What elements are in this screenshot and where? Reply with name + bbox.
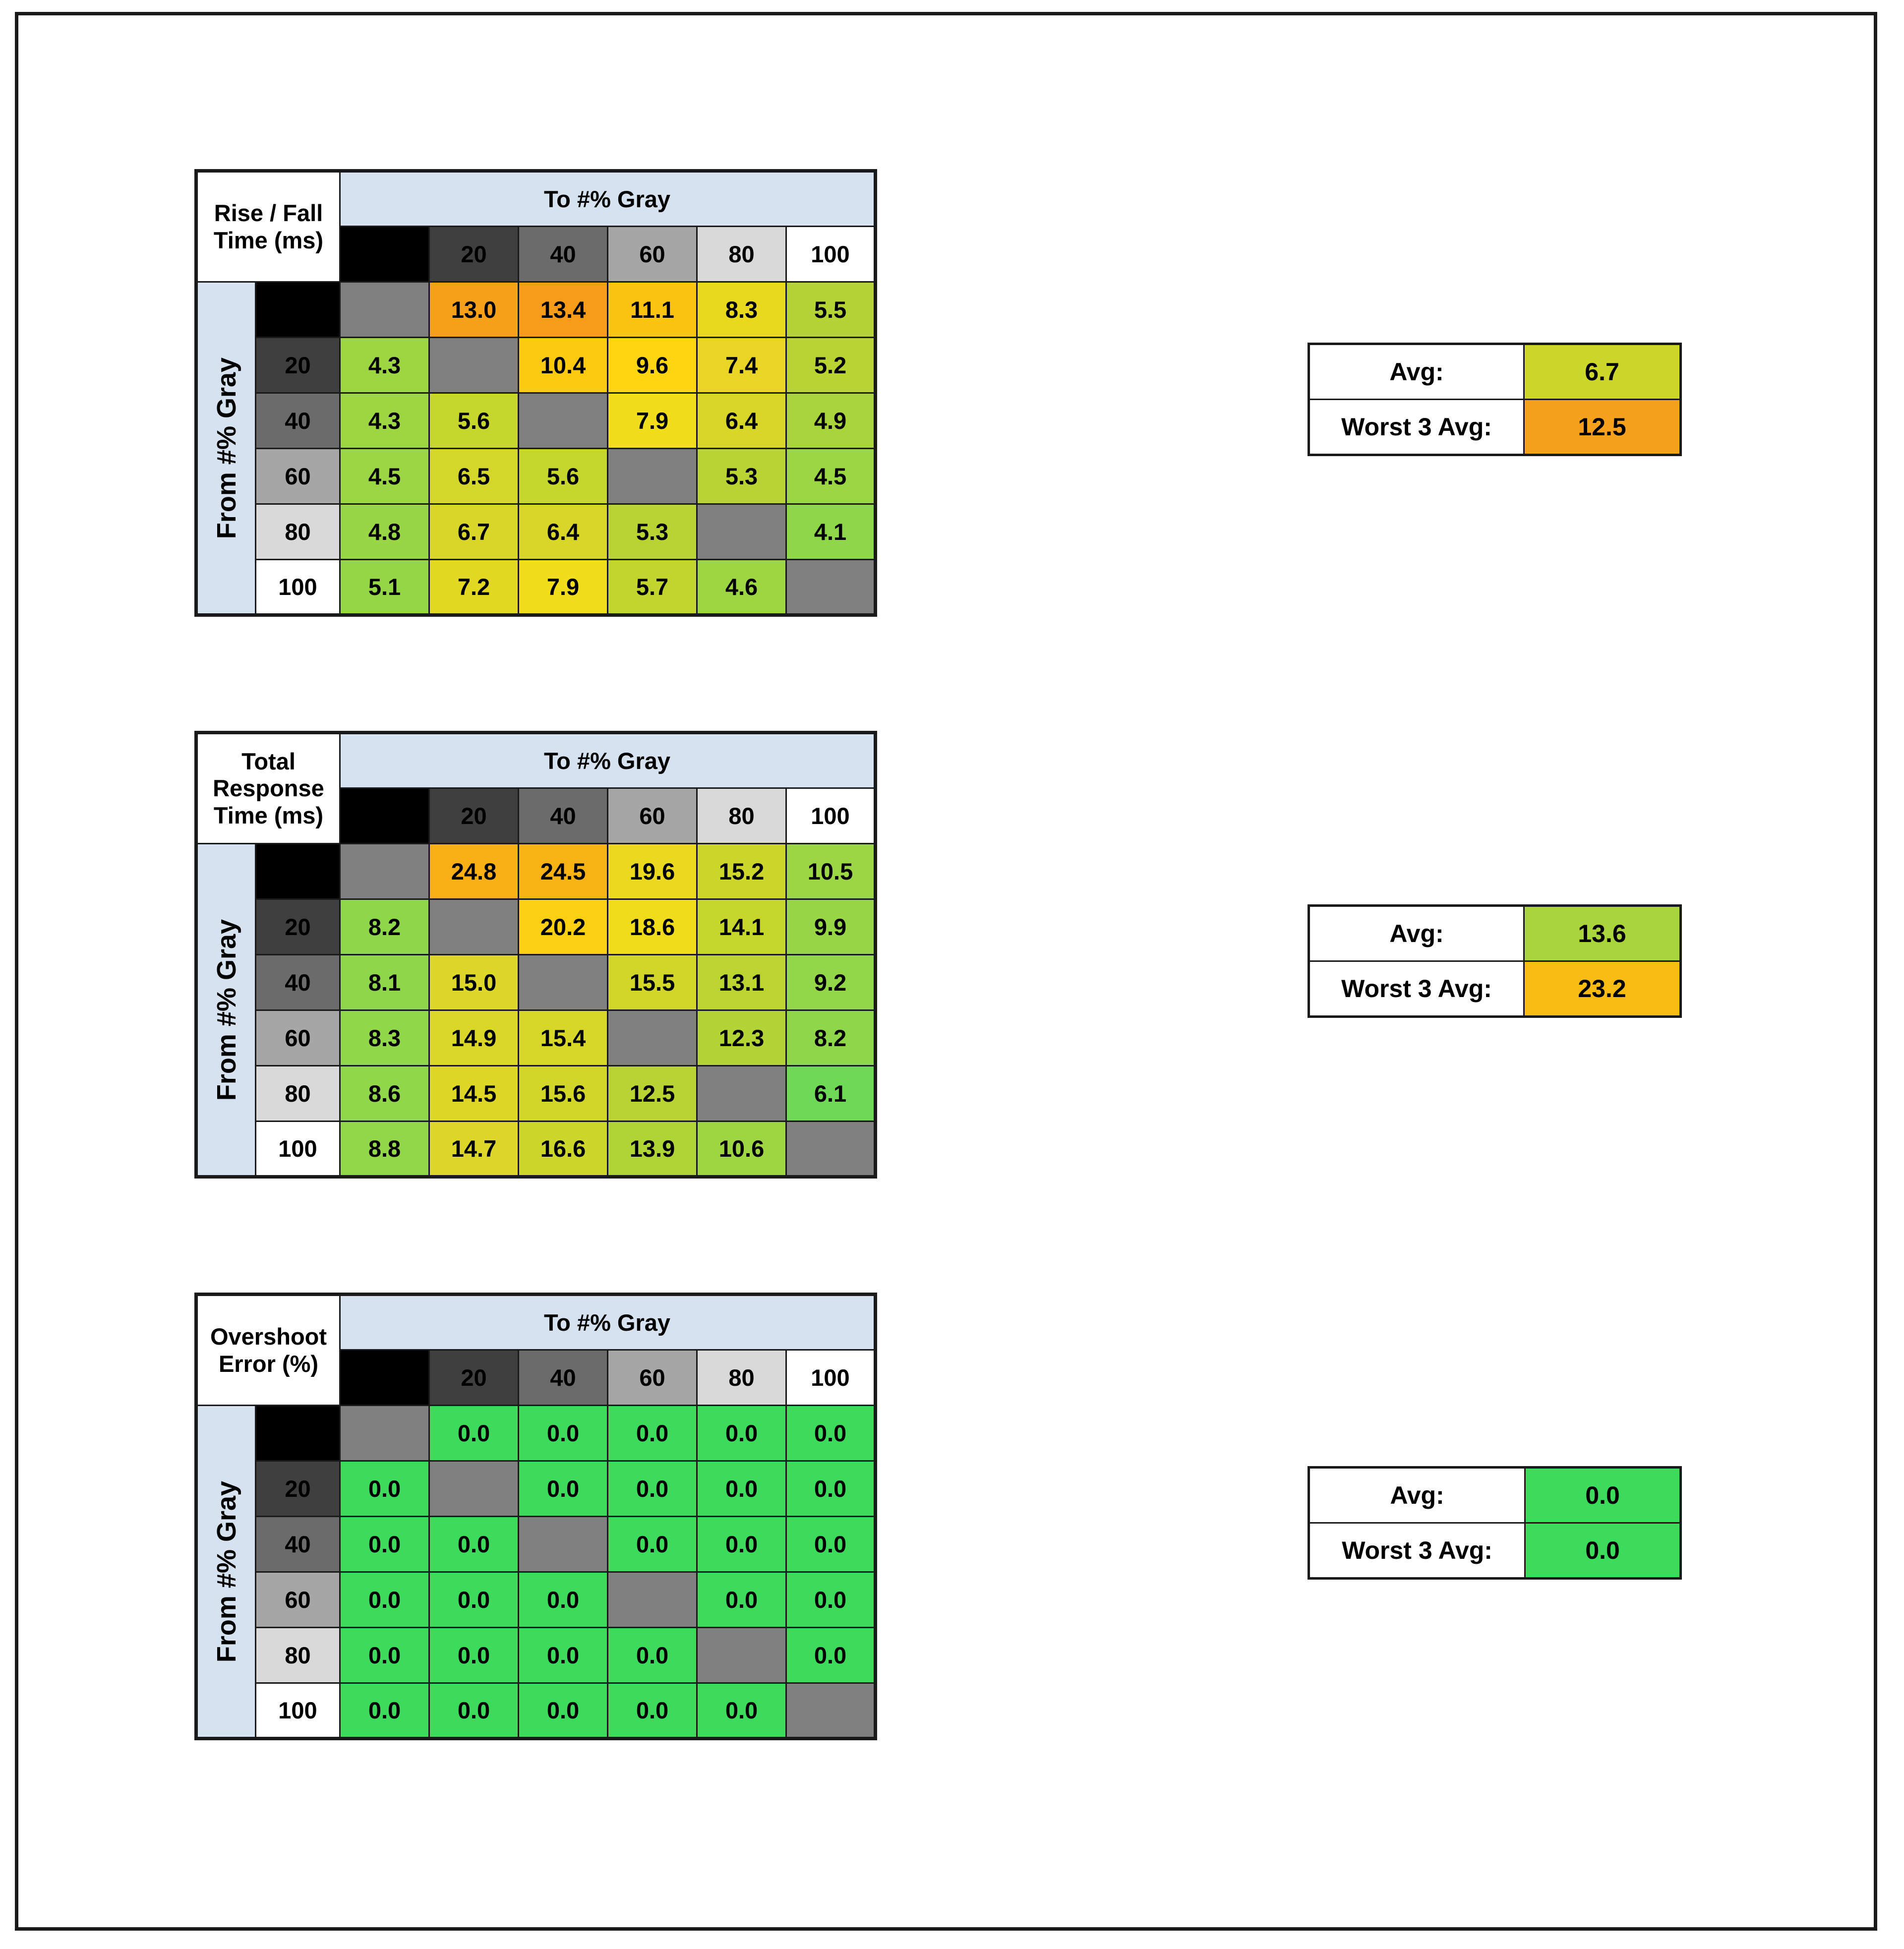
row-header-20: 20: [256, 338, 340, 393]
cell-diagonal: [429, 338, 519, 393]
cell-diagonal: [429, 1461, 519, 1517]
column-header-40: 40: [519, 1350, 608, 1406]
cell-20-to-80: 7.4: [697, 338, 786, 393]
column-header-80: 80: [697, 227, 786, 282]
summary-table: [1308, 904, 1682, 1018]
cell-40-to-80: 13.1: [697, 955, 786, 1010]
cell-40-to-20: 0.0: [429, 1517, 519, 1572]
table-title: [196, 171, 340, 282]
cell-60-to-80: 12.3: [697, 1010, 786, 1066]
table-row: [196, 1572, 876, 1628]
cell-80-to-0: 0.0: [340, 1628, 429, 1683]
row-header-60: 60: [256, 1572, 340, 1628]
summary-avg-label: Avg:: [1309, 906, 1524, 961]
cell-60-to-20: 14.9: [429, 1010, 519, 1066]
cell-80-to-60: 5.3: [608, 504, 697, 560]
row-header-0: 0: [256, 282, 340, 338]
cell-80-to-60: 0.0: [608, 1628, 697, 1683]
heatmap-block-3: [194, 1293, 1682, 1740]
cell-80-to-20: 6.7: [429, 504, 519, 560]
table-row: [196, 844, 876, 899]
cell-80-to-0: 8.6: [340, 1066, 429, 1122]
cell-0-to-60: 0.0: [608, 1406, 697, 1461]
cell-0-to-60: 19.6: [608, 844, 697, 899]
table-row: [196, 1066, 876, 1122]
column-header-60: 60: [608, 1350, 697, 1406]
cell-40-to-80: 0.0: [697, 1517, 786, 1572]
cell-20-to-0: 0.0: [340, 1461, 429, 1517]
cell-diagonal: [608, 1010, 697, 1066]
cell-60-to-40: 15.4: [519, 1010, 608, 1066]
cell-0-to-20: 13.0: [429, 282, 519, 338]
row-axis-label-text: From #% Gray: [211, 357, 241, 539]
summary-avg-label: Avg:: [1309, 1468, 1525, 1523]
cell-40-to-0: 8.1: [340, 955, 429, 1010]
cell-100-to-40: 0.0: [519, 1683, 608, 1739]
summary-row-worst3: [1309, 400, 1681, 455]
row-header-80: 80: [256, 1628, 340, 1683]
cell-0-to-40: 24.5: [519, 844, 608, 899]
cell-80-to-100: 4.1: [786, 504, 876, 560]
summary-avg-value: 13.6: [1524, 906, 1681, 961]
cell-60-to-20: 6.5: [429, 449, 519, 504]
cell-60-to-100: 8.2: [786, 1010, 876, 1066]
column-header-0: 0: [340, 1350, 429, 1406]
summary-row-avg: [1309, 344, 1681, 400]
cell-20-to-40: 20.2: [519, 899, 608, 955]
column-axis-label: To #% Gray: [340, 733, 876, 788]
table-row: [196, 955, 876, 1010]
column-header-20: 20: [429, 227, 519, 282]
cell-100-to-20: 7.2: [429, 560, 519, 615]
summary-avg-value: 0.0: [1525, 1468, 1681, 1523]
cell-80-to-20: 0.0: [429, 1628, 519, 1683]
cell-60-to-80: 5.3: [697, 449, 786, 504]
table-row: [196, 338, 876, 393]
cell-0-to-80: 8.3: [697, 282, 786, 338]
row-header-40: 40: [256, 393, 340, 449]
cell-20-to-60: 18.6: [608, 899, 697, 955]
cell-0-to-80: 15.2: [697, 844, 786, 899]
cell-80-to-60: 12.5: [608, 1066, 697, 1122]
heatmap-table: [194, 731, 877, 1179]
summary-worst3-label: Worst 3 Avg:: [1309, 961, 1524, 1017]
cell-diagonal: [697, 1628, 786, 1683]
cell-80-to-40: 0.0: [519, 1628, 608, 1683]
table-row: [196, 899, 876, 955]
table-title-line1: Overshoot: [210, 1323, 327, 1350]
heatmap-table: [194, 1293, 877, 1740]
summary-worst3-label: Worst 3 Avg:: [1309, 400, 1524, 455]
column-header-40: 40: [519, 788, 608, 844]
cell-diagonal: [429, 899, 519, 955]
cell-diagonal: [786, 1683, 876, 1739]
cell-100-to-20: 14.7: [429, 1122, 519, 1177]
cell-diagonal: [340, 282, 429, 338]
table-row: [196, 1628, 876, 1683]
column-header-100: 100: [786, 227, 876, 282]
summary-table: [1308, 1466, 1682, 1580]
cell-20-to-100: 5.2: [786, 338, 876, 393]
table-title-line2: Time (ms): [213, 227, 324, 253]
cell-100-to-40: 16.6: [519, 1122, 608, 1177]
cell-80-to-0: 4.8: [340, 504, 429, 560]
summary-row-avg: [1309, 1468, 1681, 1523]
heatmap-block-1: [194, 169, 1682, 617]
table-row: [196, 1010, 876, 1066]
cell-40-to-0: 0.0: [340, 1517, 429, 1572]
table-row: [196, 449, 876, 504]
cell-20-to-100: 9.9: [786, 899, 876, 955]
table-row: [196, 1683, 876, 1739]
column-axis-label: To #% Gray: [340, 1295, 876, 1350]
summary-worst3-value: 12.5: [1524, 400, 1681, 455]
cell-20-to-40: 0.0: [519, 1461, 608, 1517]
cell-60-to-40: 5.6: [519, 449, 608, 504]
column-header-20: 20: [429, 788, 519, 844]
column-header-80: 80: [697, 788, 786, 844]
row-axis-label: [196, 282, 256, 615]
row-header-0: 0: [256, 844, 340, 899]
cell-diagonal: [519, 393, 608, 449]
summary-avg-value: 6.7: [1524, 344, 1681, 400]
table-header-row: [196, 171, 876, 227]
table-title-line2: Error (%): [218, 1350, 319, 1377]
cell-0-to-100: 10.5: [786, 844, 876, 899]
table-row: [196, 1406, 876, 1461]
cell-60-to-100: 4.5: [786, 449, 876, 504]
cell-diagonal: [786, 1122, 876, 1177]
cell-100-to-60: 5.7: [608, 560, 697, 615]
cell-100-to-20: 0.0: [429, 1683, 519, 1739]
table-title-line1: Rise / Fall: [214, 200, 323, 227]
summary-avg-label: Avg:: [1309, 344, 1524, 400]
cell-diagonal: [340, 844, 429, 899]
table-row: [196, 1517, 876, 1572]
cell-60-to-80: 0.0: [697, 1572, 786, 1628]
cell-diagonal: [519, 955, 608, 1010]
cell-diagonal: [608, 1572, 697, 1628]
cell-0-to-20: 0.0: [429, 1406, 519, 1461]
cell-diagonal: [786, 560, 876, 615]
cell-60-to-100: 0.0: [786, 1572, 876, 1628]
cell-20-to-0: 4.3: [340, 338, 429, 393]
column-header-80: 80: [697, 1350, 786, 1406]
cell-80-to-100: 0.0: [786, 1628, 876, 1683]
row-header-80: 80: [256, 1066, 340, 1122]
cell-100-to-60: 0.0: [608, 1683, 697, 1739]
table-header-row: [196, 733, 876, 788]
row-axis-label-text: From #% Gray: [211, 919, 241, 1101]
table-header-row: [196, 1295, 876, 1350]
cell-100-to-80: 10.6: [697, 1122, 786, 1177]
column-header-100: 100: [786, 788, 876, 844]
cell-100-to-0: 8.8: [340, 1122, 429, 1177]
row-axis-label: [196, 1406, 256, 1739]
row-header-60: 60: [256, 449, 340, 504]
cell-20-to-40: 10.4: [519, 338, 608, 393]
column-header-0: 0: [340, 227, 429, 282]
row-header-80: 80: [256, 504, 340, 560]
cell-0-to-40: 0.0: [519, 1406, 608, 1461]
cell-diagonal: [697, 504, 786, 560]
cell-80-to-20: 14.5: [429, 1066, 519, 1122]
cell-60-to-0: 8.3: [340, 1010, 429, 1066]
cell-diagonal: [519, 1517, 608, 1572]
table-row: [196, 393, 876, 449]
cell-40-to-20: 15.0: [429, 955, 519, 1010]
summary-row-avg: [1309, 906, 1681, 961]
heatmap-block-2: [194, 731, 1682, 1179]
summary-worst3-label: Worst 3 Avg:: [1309, 1523, 1525, 1579]
cell-100-to-60: 13.9: [608, 1122, 697, 1177]
cell-100-to-80: 4.6: [697, 560, 786, 615]
cell-20-to-100: 0.0: [786, 1461, 876, 1517]
cell-0-to-40: 13.4: [519, 282, 608, 338]
table-row: [196, 504, 876, 560]
cell-100-to-80: 0.0: [697, 1683, 786, 1739]
cell-100-to-40: 7.9: [519, 560, 608, 615]
table-title: [196, 1295, 340, 1406]
page-frame: [15, 12, 1877, 1931]
cell-20-to-60: 0.0: [608, 1461, 697, 1517]
cell-40-to-0: 4.3: [340, 393, 429, 449]
cell-60-to-20: 0.0: [429, 1572, 519, 1628]
cell-0-to-100: 0.0: [786, 1406, 876, 1461]
cell-40-to-100: 9.2: [786, 955, 876, 1010]
cell-80-to-40: 15.6: [519, 1066, 608, 1122]
row-axis-label-text: From #% Gray: [211, 1480, 241, 1662]
cell-diagonal: [608, 449, 697, 504]
summary-row-worst3: [1309, 961, 1681, 1017]
summary-row-worst3: [1309, 1523, 1681, 1579]
column-axis-label: To #% Gray: [340, 171, 876, 227]
table-row: [196, 1122, 876, 1177]
row-header-0: 0: [256, 1406, 340, 1461]
cell-diagonal: [697, 1066, 786, 1122]
column-header-0: 0: [340, 788, 429, 844]
row-header-20: 20: [256, 899, 340, 955]
row-header-100: 100: [256, 1122, 340, 1177]
table-title: [196, 733, 340, 844]
cell-40-to-100: 4.9: [786, 393, 876, 449]
cell-0-to-100: 5.5: [786, 282, 876, 338]
row-header-60: 60: [256, 1010, 340, 1066]
cell-40-to-60: 15.5: [608, 955, 697, 1010]
table-title-line1: Total Response: [213, 748, 324, 802]
cell-80-to-100: 6.1: [786, 1066, 876, 1122]
table-title-line2: Time (ms): [213, 802, 324, 828]
cell-20-to-0: 8.2: [340, 899, 429, 955]
column-header-60: 60: [608, 788, 697, 844]
cell-80-to-40: 6.4: [519, 504, 608, 560]
column-header-20: 20: [429, 1350, 519, 1406]
response-time-tables: [194, 169, 1682, 1854]
summary-worst3-value: 0.0: [1525, 1523, 1681, 1579]
cell-20-to-80: 0.0: [697, 1461, 786, 1517]
cell-0-to-20: 24.8: [429, 844, 519, 899]
row-axis-label: [196, 844, 256, 1177]
table-row: [196, 282, 876, 338]
column-header-40: 40: [519, 227, 608, 282]
cell-60-to-0: 4.5: [340, 449, 429, 504]
cell-40-to-60: 7.9: [608, 393, 697, 449]
column-header-100: 100: [786, 1350, 876, 1406]
cell-40-to-100: 0.0: [786, 1517, 876, 1572]
row-header-100: 100: [256, 560, 340, 615]
cell-100-to-0: 5.1: [340, 560, 429, 615]
cell-0-to-80: 0.0: [697, 1406, 786, 1461]
cell-20-to-60: 9.6: [608, 338, 697, 393]
row-header-100: 100: [256, 1683, 340, 1739]
row-header-20: 20: [256, 1461, 340, 1517]
row-header-40: 40: [256, 955, 340, 1010]
cell-60-to-40: 0.0: [519, 1572, 608, 1628]
cell-20-to-80: 14.1: [697, 899, 786, 955]
table-row: [196, 560, 876, 615]
cell-40-to-60: 0.0: [608, 1517, 697, 1572]
summary-worst3-value: 23.2: [1524, 961, 1681, 1017]
cell-100-to-0: 0.0: [340, 1683, 429, 1739]
heatmap-table: [194, 169, 877, 617]
cell-60-to-0: 0.0: [340, 1572, 429, 1628]
cell-0-to-60: 11.1: [608, 282, 697, 338]
cell-diagonal: [340, 1406, 429, 1461]
table-row: [196, 1461, 876, 1517]
cell-40-to-20: 5.6: [429, 393, 519, 449]
row-header-40: 40: [256, 1517, 340, 1572]
cell-40-to-80: 6.4: [697, 393, 786, 449]
column-header-60: 60: [608, 227, 697, 282]
summary-table: [1308, 343, 1682, 456]
